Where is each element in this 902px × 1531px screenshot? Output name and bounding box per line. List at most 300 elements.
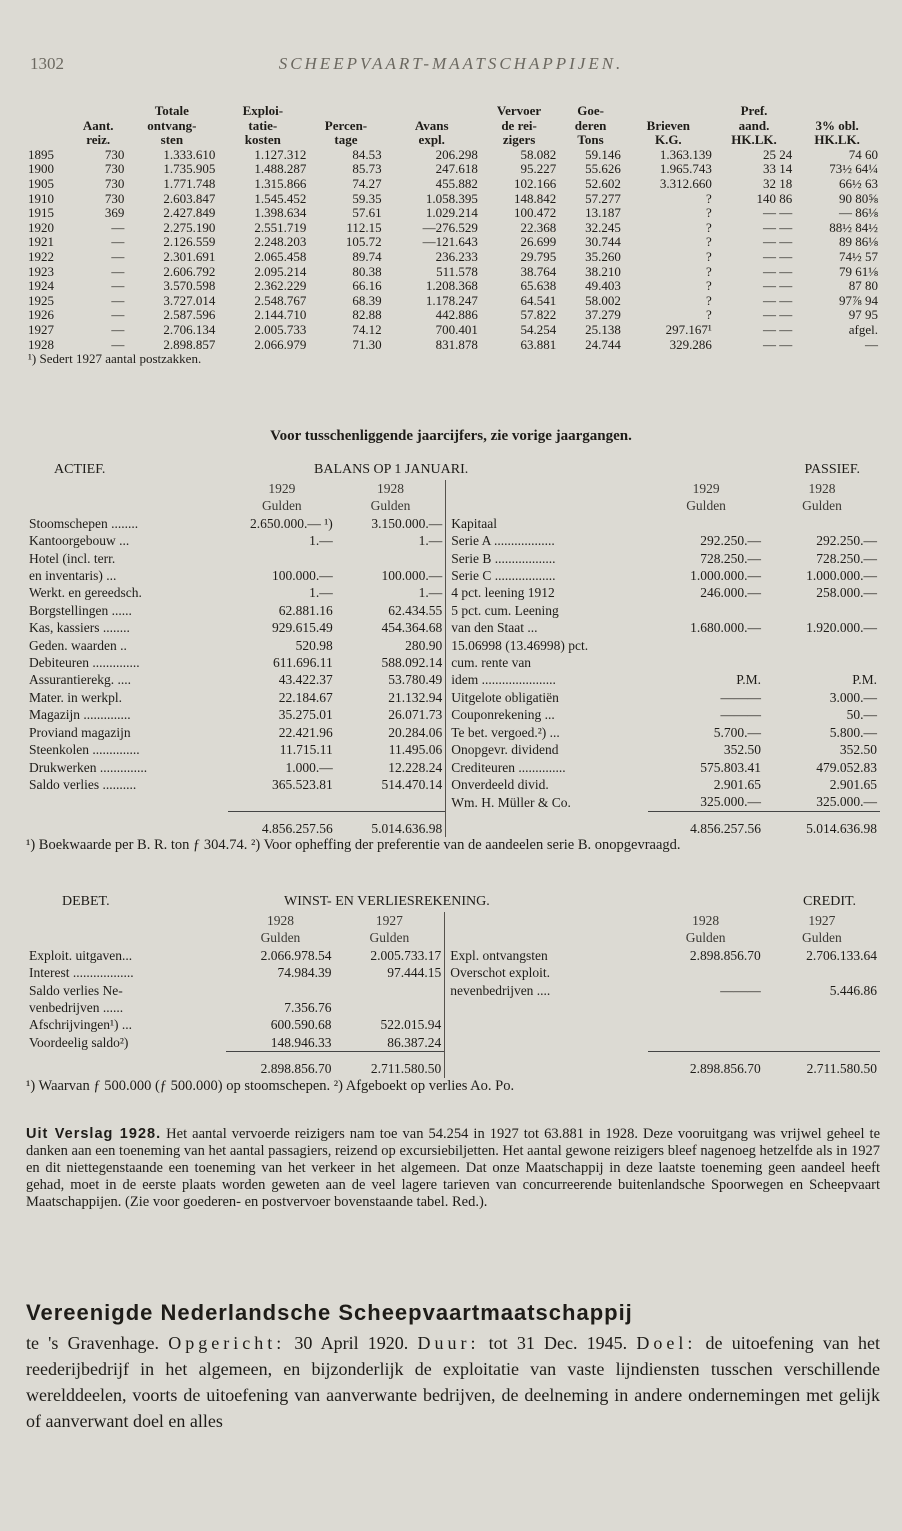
ledger-amount: 22.421.96 [278, 724, 333, 740]
column-header: Totale ontvang- sten [147, 103, 197, 148]
table-cell: 2.548.767 [254, 292, 307, 308]
balance-unit: Gulden [686, 498, 726, 514]
statistics-header-row [26, 104, 880, 148]
passief-title: PASSIEF. [804, 462, 860, 477]
doel-value: de uitoefening van het reederijbedrijf in het algemeen, en bijzonderlijk de exploitatie van vaste lijndiensten tusschen verschillende werelddeelen, voorts de uitoefening van aanverwante bedrijven, de deelneming in andere ondernemingen met gelijk of aanverwant doel en alles [26, 1333, 881, 1431]
ledger-amount: 26.071.73 [388, 707, 443, 723]
table-cell: 2.005.733 [254, 321, 307, 337]
table-cell: 24.744 [585, 336, 621, 352]
table-cell: — 86⅛ [839, 205, 878, 221]
table-cell: 90 80⅝ [839, 190, 878, 206]
table-cell: 730 [104, 190, 125, 206]
table-cell: 2.606.792 [163, 263, 216, 279]
profit-loss-account [26, 894, 880, 1095]
ledger-amount: 246.000.— [700, 585, 762, 601]
table-cell: 1.333.610 [163, 146, 216, 162]
ledger-amount: 479.052.83 [816, 759, 877, 775]
year-cell: 1923 [28, 263, 54, 279]
table-row [26, 177, 880, 192]
table-cell: 25 24 [763, 146, 793, 162]
pl-year-left-2: 1927 [375, 913, 403, 928]
table-cell: 79 61⅛ [839, 263, 878, 279]
column-header [26, 104, 70, 148]
opgericht-value: 30 April 1920. [294, 1333, 409, 1353]
balance-table [26, 480, 880, 837]
ledger-amount [648, 654, 764, 671]
ledger-amount: 522.015.94 [380, 1017, 442, 1033]
ledger-amount: 1.— [309, 585, 333, 601]
balance-unit: Gulden [370, 498, 411, 514]
ledger-amount [335, 982, 445, 999]
table-cell: 59.146 [585, 146, 621, 162]
ledger-amount [648, 1034, 764, 1052]
table-cell: 1.178.247 [425, 292, 478, 308]
balance-year-right-1: 1929 [692, 481, 720, 496]
table-cell: — — [763, 307, 793, 323]
ledger-amount: 62.434.55 [388, 602, 443, 618]
ledger-amount [648, 515, 764, 532]
ledger-amount: 575.803.41 [700, 759, 762, 775]
column-header: Vervoer de rei- zigers [496, 103, 542, 148]
table-cell: 1.545.452 [254, 190, 307, 206]
ledger-label: Afschrijvingen¹) ... [29, 1017, 133, 1033]
ledger-amount: 611.696.11 [273, 655, 333, 671]
ledger-amount: 365.523.81 [272, 776, 333, 792]
duur-label: Duur: [417, 1333, 480, 1353]
ledger-amount: 11.495.06 [388, 742, 443, 758]
ledger-row [26, 982, 880, 999]
ledger-label: Onverdeeld divid. [451, 776, 549, 792]
ledger-amount: 292.250.— [700, 533, 762, 549]
table-cell: 38.210 [585, 263, 621, 279]
table-cell: 37.279 [585, 307, 621, 323]
ledger-amount: 21.132.94 [388, 689, 443, 705]
table-cell: 57.61 [352, 205, 382, 221]
table-cell: ? [706, 248, 712, 264]
table-cell: 369 [104, 205, 125, 221]
ledger-amount: ——— [720, 982, 761, 998]
pl-year-right-2: 1927 [808, 913, 836, 928]
ledger-amount: 43.422.37 [278, 672, 333, 688]
ledger-row [26, 1016, 880, 1033]
table-cell: 2.301.691 [163, 248, 216, 264]
table-cell: 66½ 63 [839, 175, 878, 191]
ledger-row [26, 999, 880, 1016]
actief-title: ACTIEF. [54, 462, 106, 477]
ledger-row [26, 532, 880, 549]
ledger-amount: 20.284.06 [388, 724, 443, 740]
table-row [26, 148, 880, 163]
table-cell: 730 [104, 146, 125, 162]
table-cell: 2.275.190 [163, 219, 216, 235]
table-cell: 3.312.660 [659, 175, 712, 191]
ledger-amount: 1.920.000.— [806, 620, 877, 636]
table-cell: ? [706, 190, 712, 206]
ledger-label: 15.06998 (13.46998) pct. [451, 637, 589, 653]
ledger-amount: 86.387.24 [387, 1034, 442, 1050]
table-cell: 2.603.847 [163, 190, 216, 206]
table-cell: 1.488.287 [254, 161, 307, 177]
ledger-amount [764, 1034, 880, 1052]
ledger-row [26, 706, 880, 723]
ledger-label: Geden. waarden .. [29, 637, 127, 653]
ledger-label: venbedrijven ...... [29, 1000, 124, 1016]
ledger-amount: 35.275.01 [278, 707, 333, 723]
table-cell: — — [763, 219, 793, 235]
ledger-label [447, 1016, 647, 1033]
ledger-row [26, 637, 880, 654]
ledger-label: Assurantierekg. .... [29, 672, 131, 688]
ledger-amount: 2.005.733.17 [370, 947, 442, 963]
ledger-amount [764, 654, 880, 671]
table-cell: 88½ 84½ [829, 219, 878, 235]
company-name: Vereenigde Nederlandsche Scheepvaartmaatschappij [26, 1300, 633, 1325]
table-cell: ? [706, 292, 712, 308]
year-cell: 1922 [28, 248, 54, 264]
table-cell: ? [706, 307, 712, 323]
report-text: Het aantal vervoerde reizigers nam toe van 54.254 in 1927 tot 63.881 in 1928. Deze vooruitgang was vrijwel geheel te danken aan een toeneming van het aantal passagiers, reizend op excursiebiljetten. Het aantal gewone reizigers bleef nagenoeg hetzelfde als in 1927 en dit niettegenstaande een toeneming van het verkeer in het algemeen. Dat onze Maatschappij in deze laatste toeneming geen aandeel heeft gehad, moet in de eerste plaats worden geweten aan de veel lagere tarieven van concurreerende buitenlandsche Spoorwegen en Scheepvaart Maatschappijen. (Zie voor goederen- en postvervoer bovenstaande tabel. Red.). [26, 1126, 881, 1210]
year-cell: 1927 [28, 321, 54, 337]
ledger-label: Hotel (incl. terr. [29, 550, 116, 566]
ledger-label: Te bet. vergoed.²) ... [451, 724, 560, 740]
table-cell: 1.398.634 [254, 205, 307, 221]
profit-loss-title: WINST- EN VERLIESREKENING. [284, 894, 490, 909]
table-cell: 112.15 [346, 219, 382, 235]
ledger-label: 4 pct. leening 1912 [451, 585, 555, 601]
ledger-amount: 280.90 [405, 637, 443, 653]
table-cell: —276.529 [422, 219, 478, 235]
balance-footnote: ¹) Boekwaarde per B. R. ton ƒ 304.74. ²) Voor opheffing der preferentie van de aandeelen serie B. onopgevraagd. [26, 837, 681, 854]
table-cell: 71.30 [352, 336, 382, 352]
table-cell: — [111, 321, 125, 337]
table-cell: 2.095.214 [254, 263, 307, 279]
column-header: Avans expl. [414, 117, 449, 148]
ledger-amount: 2.898.856.70 [689, 947, 761, 963]
ledger-amount: 22.184.67 [278, 689, 333, 705]
table-cell: 2.066.979 [254, 336, 307, 352]
ledger-amount: 258.000.— [816, 585, 877, 601]
ledger-label: Steenkolen .............. [29, 742, 140, 758]
ledger-amount: 514.470.14 [381, 776, 443, 792]
ledger-row [26, 584, 880, 601]
ledger-row [26, 793, 880, 811]
ledger-label: Serie A .................. [451, 533, 555, 549]
ledger-label [447, 1034, 647, 1052]
table-cell: — [111, 263, 125, 279]
ledger-label: Exploit. uitgaven... [29, 947, 133, 963]
table-cell: 2.427.849 [163, 205, 216, 221]
table-cell: 1.208.368 [425, 278, 478, 294]
statistics-footnote: ¹) Sedert 1927 aantal postzakken. [28, 351, 202, 367]
ledger-amount: 1.000.000.— [690, 568, 762, 584]
ledger-label: Drukwerken .............. [29, 759, 148, 775]
profit-loss-footnote: ¹) Waarvan ƒ 500.000 (ƒ 500.000) op stoomschepen. ²) Afgeboekt op verlies Ao. Po. [26, 1077, 515, 1094]
year-cell: 1905 [28, 175, 54, 191]
ledger-amount: 1.— [418, 585, 443, 601]
table-cell: 105.72 [345, 234, 382, 250]
ledger-row [26, 689, 880, 706]
table-cell: 32.245 [585, 219, 621, 235]
ledger-amount: 100.000.— [272, 568, 333, 584]
table-cell: 1.127.312 [254, 146, 307, 162]
ledger-amount: 1.000.000.— [806, 568, 877, 584]
table-cell: 84.53 [352, 146, 382, 162]
ledger-label: Kantoorgebouw ... [29, 533, 130, 549]
ledger-amount: 2.901.65 [829, 776, 877, 792]
balance-unit: Gulden [802, 498, 842, 514]
ledger-amount: 728.250.— [700, 550, 762, 566]
table-cell: —121.643 [422, 234, 478, 250]
ledger-amount [336, 793, 446, 811]
ledger-amount: 1.— [418, 533, 443, 549]
duur-value: tot 31 Dec. 1945. [488, 1333, 628, 1353]
year-cell: 1925 [28, 292, 54, 308]
ledger-amount [764, 602, 880, 619]
ledger-label: van den Staat ... [451, 620, 538, 636]
table-cell: 66.16 [352, 278, 382, 294]
pl-total: 2.711.580.50 [764, 1052, 880, 1078]
ledger-label: nevenbedrijven .... [450, 982, 551, 998]
ledger-label: Saldo verlies .......... [29, 776, 137, 792]
table-cell: 1.771.748 [163, 175, 216, 191]
ledger-label: Magazijn .............. [29, 707, 131, 723]
table-cell: 52.602 [585, 175, 621, 191]
table-cell: — [111, 307, 125, 323]
table-cell: 29.795 [520, 248, 557, 264]
ledger-row [26, 654, 880, 671]
table-cell: 57.822 [520, 307, 557, 323]
ledger-amount: 53.780.49 [388, 672, 443, 688]
ledger-amount: 520.98 [295, 637, 333, 653]
year-cell: 1928 [28, 336, 54, 352]
balance-unit: Gulden [261, 498, 302, 514]
pl-unit: Gulden [260, 930, 301, 946]
table-cell: 68.39 [352, 292, 382, 308]
table-cell: 247.618 [435, 161, 478, 177]
table-cell: 35.260 [585, 248, 621, 264]
table-cell: 3.570.598 [163, 278, 216, 294]
table-cell: ? [706, 205, 712, 221]
ledger-label [447, 999, 647, 1016]
ledger-amount [648, 602, 764, 619]
ledger-row [26, 759, 880, 776]
pl-unit: Gulden [802, 930, 842, 946]
table-cell: 33 14 [763, 161, 793, 177]
ledger-amount: 50.— [846, 707, 877, 723]
ledger-row [26, 724, 880, 741]
ledger-row [26, 567, 880, 584]
ledger-amount: 2.901.65 [713, 776, 762, 792]
table-cell: — — [763, 336, 793, 352]
company-seat: te 's Gravenhage. [26, 1333, 160, 1353]
table-cell: 1.315.866 [254, 175, 307, 191]
balance-titles [26, 462, 880, 480]
table-cell: 80.38 [352, 263, 382, 279]
ledger-amount: 728.250.— [816, 550, 877, 566]
credit-title: CREDIT. [802, 894, 856, 909]
column-header: Brieven K.G. [646, 117, 690, 148]
year-cell: 1920 [28, 219, 54, 235]
ledger-label: Onopgevr. dividend [451, 742, 559, 758]
table-cell: 236.233 [435, 248, 478, 264]
column-header: Goe- deren Tons [574, 103, 607, 148]
ledger-amount: 2.066.978.54 [260, 947, 332, 963]
table-cell: 730 [104, 161, 125, 177]
column-header: 3% obl. HK.LK. [814, 117, 860, 148]
ledger-amount: 74.984.39 [277, 965, 332, 981]
ledger-label: Uitgelote obligatiën [451, 689, 559, 705]
ledger-amount: 12.228.24 [388, 759, 443, 775]
ledger-amount [648, 637, 764, 654]
ledger-row [26, 776, 880, 793]
ledger-amount: 7.356.76 [284, 1000, 332, 1016]
ledger-label: Kas, kassiers ........ [29, 620, 130, 636]
table-cell: 2.587.596 [163, 307, 216, 323]
table-cell: 30.744 [585, 234, 621, 250]
annual-report-excerpt [26, 1126, 880, 1211]
table-cell: 74.12 [352, 321, 382, 337]
statistics-table [26, 104, 880, 367]
table-cell: — [111, 248, 125, 264]
ledger-label: cum. rente van [451, 655, 532, 671]
table-cell: — [111, 292, 125, 308]
table-cell: 730 [104, 175, 125, 191]
ledger-label: Expl. ontvangsten [450, 947, 548, 963]
table-cell: 102.166 [514, 175, 557, 191]
year-cell: 1924 [28, 278, 54, 294]
table-row [26, 294, 880, 309]
profit-loss-table [26, 912, 880, 1078]
table-cell: 22.368 [520, 219, 557, 235]
ledger-amount [648, 1016, 764, 1033]
ledger-amount: 588.092.14 [381, 655, 443, 671]
table-cell: ? [706, 234, 712, 250]
table-cell: 1.965.743 [659, 161, 712, 177]
ledger-amount: 5.800.— [829, 724, 877, 740]
company-description [26, 1330, 880, 1434]
ledger-label: Kapitaal [451, 515, 497, 531]
table-cell: 2.126.559 [163, 234, 216, 250]
table-cell: 2.362.229 [254, 278, 307, 294]
ledger-label: Crediteuren .............. [451, 759, 566, 775]
ledger-label: 5 pct. cum. Leening [451, 602, 559, 618]
pl-unit: Gulden [685, 930, 726, 946]
ledger-amount: 97.444.15 [387, 965, 442, 981]
table-cell: 25.138 [585, 321, 621, 337]
table-cell: 442.886 [435, 307, 478, 323]
ledger-label: Mater. in werkpl. [29, 689, 122, 705]
ledger-amount: 2.650.000.— ¹) [250, 515, 333, 531]
previous-years-note: Voor tusschenliggende jaarcijfers, zie vorige jaargangen. [270, 428, 632, 444]
pl-year-right-1: 1928 [692, 913, 720, 928]
ledger-row [26, 1034, 880, 1052]
table-cell: 87 80 [848, 278, 878, 294]
table-cell: 38.764 [520, 263, 557, 279]
table-cell: 49.403 [585, 278, 621, 294]
table-cell: 73½ 64¼ [829, 161, 878, 177]
table-cell: 64.541 [520, 292, 557, 308]
balance-year-left-1: 1929 [268, 481, 296, 496]
table-row [26, 221, 880, 236]
table-cell: 511.578 [436, 263, 478, 279]
balance-total: 5.014.636.98 [336, 811, 446, 837]
ledger-amount: 3.000.— [829, 689, 877, 705]
ledger-amount: 62.881.16 [278, 602, 333, 618]
table-cell: — — [763, 263, 793, 279]
table-cell: 140 86 [756, 190, 793, 206]
table-row [26, 265, 880, 280]
ledger-label: Overschot exploit. [450, 965, 550, 981]
ledger-amount: 325.000.— [700, 794, 762, 810]
balance-total: 4.856.257.56 [648, 811, 764, 837]
table-cell: 2.898.857 [163, 336, 216, 352]
ledger-row [26, 515, 880, 532]
ledger-row [26, 619, 880, 636]
table-cell: 2.065.458 [254, 248, 307, 264]
ledger-amount: 2.706.133.64 [806, 947, 877, 963]
profit-loss-titles [26, 894, 880, 912]
year-cell: 1895 [28, 146, 54, 162]
table-cell: 82.88 [352, 307, 382, 323]
ledger-label: Wm. H. Müller & Co. [451, 794, 571, 810]
table-cell: ? [706, 219, 712, 235]
table-cell: ? [706, 278, 712, 294]
table-cell: 74.27 [352, 175, 382, 191]
ledger-amount [764, 515, 880, 532]
table-cell: 3.727.014 [163, 292, 216, 308]
table-cell: 297.167¹ [665, 321, 712, 337]
ledger-label: Debiteuren .............. [29, 655, 140, 671]
ledger-amount: 1.680.000.— [690, 620, 762, 636]
table-cell: 85.73 [352, 161, 382, 177]
table-cell: 26.699 [520, 234, 557, 250]
table-cell: — [111, 234, 125, 250]
ledger-row [26, 671, 880, 688]
ledger-label: Serie B .................. [451, 550, 556, 566]
table-cell: — [111, 278, 125, 294]
table-cell: 65.638 [520, 278, 557, 294]
ledger-label: idem ...................... [451, 672, 556, 688]
ledger-amount: 292.250.— [816, 533, 877, 549]
table-cell: 54.254 [520, 321, 557, 337]
year-cell: 1915 [28, 205, 54, 221]
table-cell: afgel. [848, 321, 878, 337]
ledger-amount: P.M. [852, 672, 877, 688]
column-header: Percen- tage [324, 117, 368, 148]
table-cell: — [111, 219, 125, 235]
table-cell: 2.144.710 [254, 307, 307, 323]
statistics-header [26, 104, 880, 148]
ledger-amount: 1.000.— [285, 759, 333, 775]
table-cell: 2.551.719 [254, 219, 307, 235]
table-cell: 329.286 [669, 336, 712, 352]
table-cell: — [865, 336, 878, 352]
table-cell: — — [763, 248, 793, 264]
page-number: 1302 [30, 54, 64, 73]
ledger-amount [764, 637, 880, 654]
ledger-amount: 929.615.49 [272, 620, 333, 636]
table-cell: 74½ 57 [839, 248, 878, 264]
balance-total: 5.014.636.98 [764, 811, 880, 837]
table-cell: — — [763, 278, 793, 294]
table-cell: 32 18 [763, 175, 793, 191]
table-row [26, 162, 880, 177]
ledger-amount [228, 550, 336, 567]
table-cell: 13.187 [585, 205, 621, 221]
year-cell: 1926 [28, 307, 54, 323]
table-cell: 55.626 [585, 161, 621, 177]
ledger-label: Stoomschepen ........ [29, 515, 139, 531]
